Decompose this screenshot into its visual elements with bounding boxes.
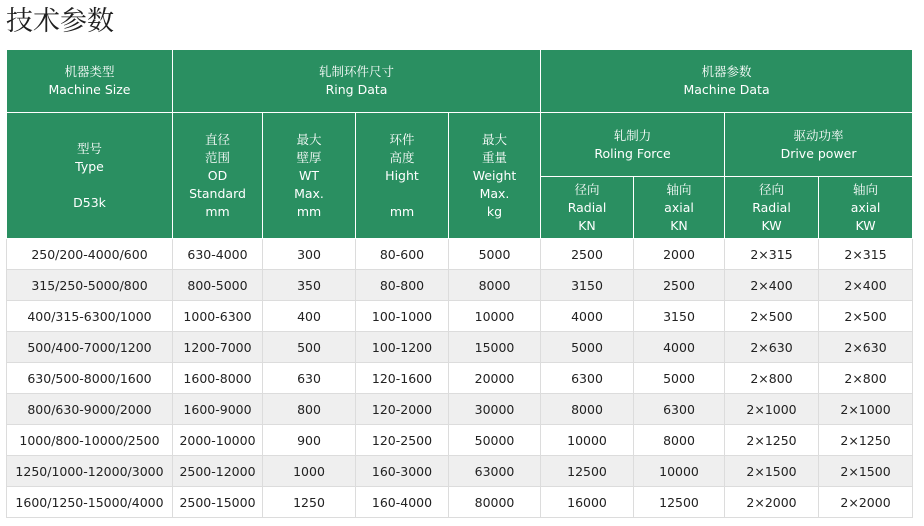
header-machine-size: 机器类型 Machine Size (7, 50, 173, 113)
cell-weight: 30000 (449, 394, 541, 425)
cell-dp-radial: 2×315 (725, 239, 819, 270)
cell-rf-radial: 5000 (541, 332, 634, 363)
cell-height: 160-3000 (356, 456, 449, 487)
table-row (7, 487, 913, 518)
cell-dp-radial: 2×1500 (725, 456, 819, 487)
cell-dp-axial: 2×630 (819, 332, 913, 363)
cell-dp-axial: 2×1500 (819, 456, 913, 487)
cell-wt: 350 (263, 270, 356, 301)
header-type: 型号 Type D53k (7, 113, 173, 239)
cell-rf-radial: 3150 (541, 270, 634, 301)
cell-weight: 20000 (449, 363, 541, 394)
cell-od: 1600-8000 (173, 363, 263, 394)
cell-dp-axial: 2×315 (819, 239, 913, 270)
cell-weight: 10000 (449, 301, 541, 332)
cell-rf-radial: 8000 (541, 394, 634, 425)
cell-od: 2500-12000 (173, 456, 263, 487)
cell-rf-axial: 10000 (634, 456, 725, 487)
cell-rf-radial: 6300 (541, 363, 634, 394)
cell-od: 2500-15000 (173, 487, 263, 518)
header-drive-power: 驱动功率 Drive power (725, 113, 913, 177)
cell-rf-radial: 2500 (541, 239, 634, 270)
cell-rf-radial: 4000 (541, 301, 634, 332)
cell-wt: 1250 (263, 487, 356, 518)
header-height: 环件 高度 Hight mm (356, 113, 449, 239)
cell-dp-axial: 2×800 (819, 363, 913, 394)
cell-rf-axial: 3150 (634, 301, 725, 332)
cell-height: 120-1600 (356, 363, 449, 394)
cell-height: 120-2000 (356, 394, 449, 425)
cell-od: 2000-10000 (173, 425, 263, 456)
table-row (7, 394, 913, 425)
cell-type: 800/630-9000/2000 (7, 394, 173, 425)
table-row (7, 456, 913, 487)
cell-od: 1600-9000 (173, 394, 263, 425)
cell-type: 500/400-7000/1200 (7, 332, 173, 363)
table-row (7, 425, 913, 456)
cell-dp-radial: 2×1250 (725, 425, 819, 456)
cell-type: 315/250-5000/800 (7, 270, 173, 301)
header-rf-axial: 轴向 axial KN (634, 177, 725, 239)
cell-type: 250/200-4000/600 (7, 239, 173, 270)
cell-rf-axial: 8000 (634, 425, 725, 456)
header-rolling-force: 轧制力 Roling Force (541, 113, 725, 177)
header-od: 直径 范围 OD Standard mm (173, 113, 263, 239)
cell-od: 630-4000 (173, 239, 263, 270)
cell-weight: 50000 (449, 425, 541, 456)
cell-wt: 1000 (263, 456, 356, 487)
cell-height: 160-4000 (356, 487, 449, 518)
cell-rf-radial: 12500 (541, 456, 634, 487)
cell-height: 80-800 (356, 270, 449, 301)
cell-dp-radial: 2×2000 (725, 487, 819, 518)
header-weight: 最大 重量 Weight Max. kg (449, 113, 541, 239)
header-rf-radial: 径向 Radial KN (541, 177, 634, 239)
cell-weight: 80000 (449, 487, 541, 518)
cell-od: 800-5000 (173, 270, 263, 301)
cell-od: 1200-7000 (173, 332, 263, 363)
cell-dp-axial: 2×1000 (819, 394, 913, 425)
cell-dp-radial: 2×500 (725, 301, 819, 332)
cell-type: 1600/1250-15000/4000 (7, 487, 173, 518)
cell-dp-axial: 2×1250 (819, 425, 913, 456)
table-row (7, 270, 913, 301)
table-row (7, 363, 913, 394)
cell-dp-radial: 2×1000 (725, 394, 819, 425)
spec-table (6, 49, 913, 518)
cell-type: 400/315-6300/1000 (7, 301, 173, 332)
cell-wt: 900 (263, 425, 356, 456)
header-dp-axial: 轴向 axial KW (819, 177, 913, 239)
table-row (7, 301, 913, 332)
cell-weight: 15000 (449, 332, 541, 363)
cell-wt: 500 (263, 332, 356, 363)
cell-rf-axial: 6300 (634, 394, 725, 425)
cell-rf-axial: 12500 (634, 487, 725, 518)
cell-rf-radial: 16000 (541, 487, 634, 518)
header-machine-data: 机器参数 Machine Data (541, 50, 913, 113)
table-row (7, 239, 913, 270)
cell-rf-radial: 10000 (541, 425, 634, 456)
cell-rf-axial: 2000 (634, 239, 725, 270)
cell-weight: 5000 (449, 239, 541, 270)
cell-dp-axial: 2×400 (819, 270, 913, 301)
cell-rf-axial: 5000 (634, 363, 725, 394)
cell-dp-radial: 2×400 (725, 270, 819, 301)
cell-dp-radial: 2×800 (725, 363, 819, 394)
cell-weight: 8000 (449, 270, 541, 301)
cell-type: 630/500-8000/1600 (7, 363, 173, 394)
cell-height: 100-1200 (356, 332, 449, 363)
cell-wt: 300 (263, 239, 356, 270)
cell-height: 120-2500 (356, 425, 449, 456)
page-title: 技术参数 (6, 6, 114, 37)
cell-weight: 63000 (449, 456, 541, 487)
cell-od: 1000-6300 (173, 301, 263, 332)
cell-dp-axial: 2×2000 (819, 487, 913, 518)
cell-rf-axial: 2500 (634, 270, 725, 301)
cell-height: 100-1000 (356, 301, 449, 332)
cell-wt: 400 (263, 301, 356, 332)
cell-rf-axial: 4000 (634, 332, 725, 363)
cell-type: 1000/800-10000/2500 (7, 425, 173, 456)
header-dp-radial: 径向 Radial KW (725, 177, 819, 239)
header-ring-data: 轧制环件尺寸 Ring Data (173, 50, 541, 113)
header-wt: 最大 壁厚 WT Max. mm (263, 113, 356, 239)
cell-dp-radial: 2×630 (725, 332, 819, 363)
cell-height: 80-600 (356, 239, 449, 270)
cell-wt: 800 (263, 394, 356, 425)
cell-type: 1250/1000-12000/3000 (7, 456, 173, 487)
table-row (7, 332, 913, 363)
cell-wt: 630 (263, 363, 356, 394)
cell-dp-axial: 2×500 (819, 301, 913, 332)
